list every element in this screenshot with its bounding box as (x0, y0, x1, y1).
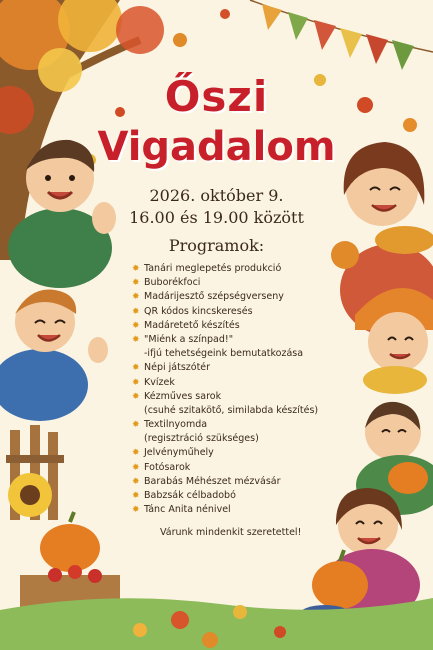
program-item (132, 319, 318, 333)
program-item-text: Textilnyomda (144, 419, 208, 431)
program-item-text: Madárijesztő szépségverseny (144, 291, 284, 303)
leaf-bullet-icon: ✸ (132, 334, 140, 345)
boy-waving-bottom (0, 290, 108, 422)
program-item-text: Babzsák célbadobó (144, 490, 236, 501)
program-item (132, 333, 318, 347)
title-line-1: Őszi (164, 72, 269, 121)
program-item-text: QR kódos kincskeresés (144, 305, 253, 317)
leaf-bullet-icon: ✸ (132, 292, 140, 303)
program-item-continuation (132, 432, 318, 446)
leaf-bullet-icon: ✸ (132, 391, 140, 402)
leaf-bullet-icon: ✸ (132, 476, 140, 487)
leaf-bullet-icon: ✸ (132, 377, 140, 388)
program-item-text: "Miénk a színpad!" (144, 333, 234, 345)
leaf-bullet-icon: ✸ (132, 363, 140, 374)
program-item-text: (regisztráció szükséges) (144, 433, 259, 445)
program-item-text: Tánc Anita nénivel (144, 504, 231, 516)
program-item (132, 290, 318, 304)
program-item (132, 390, 318, 404)
program-item-continuation (132, 347, 318, 361)
program-item (132, 475, 318, 489)
program-item-text: Népi játszótér (144, 362, 211, 374)
program-item (132, 489, 318, 503)
leaf-bullet-icon: ✸ (132, 278, 140, 289)
program-item (132, 446, 318, 460)
program-item-text: Madáretető készítés (144, 319, 240, 331)
leaf-bullet-icon: ✸ (132, 491, 140, 501)
leaf-bullet-icon: ✸ (132, 420, 140, 431)
program-list (132, 262, 318, 517)
program-item (132, 418, 318, 432)
program-item (132, 262, 318, 276)
fence-and-harvest (6, 425, 120, 615)
girl-with-hat (355, 288, 433, 394)
program-item-text: (csuhé szitakötő, similabda készítés) (144, 404, 319, 416)
program-item (132, 503, 318, 517)
programs-heading: Programok: (168, 236, 265, 255)
leaf-bullet-icon: ✸ (132, 505, 140, 516)
title-line-2: Vigadalom (97, 124, 336, 170)
event-date: 2026. október 9. (149, 186, 284, 205)
program-item-text: Tanári meglepetés produkció (144, 263, 282, 274)
leaf-bullet-icon: ✸ (132, 448, 140, 459)
program-item-continuation (132, 404, 318, 418)
bunting-flags (250, 0, 433, 70)
program-item-text: Barabás Méhészet mézvásár (144, 475, 281, 487)
leaf-bullet-icon: ✸ (132, 306, 140, 317)
program-item (132, 361, 318, 375)
welcome-message: Várunk mindenkit szeretettel! (160, 527, 302, 538)
program-item-text: Kézműves sarok (144, 390, 222, 402)
program-item (132, 376, 318, 390)
program-item (132, 276, 318, 290)
program-item-text: Fotósarok (144, 461, 191, 473)
leaf-bullet-icon: ✸ (132, 462, 140, 473)
program-item (132, 305, 318, 319)
event-time: 16.00 és 19.00 között (129, 208, 304, 227)
leaf-bullet-icon: ✸ (132, 320, 140, 331)
program-item-text: Jelvényműhely (144, 447, 214, 459)
leaf-bullet-icon: ✸ (132, 264, 140, 274)
program-item-text: Kvízek (144, 376, 175, 388)
program-item-text: -ifjú tehetségeink bemutatkozása (144, 348, 304, 360)
program-item (132, 461, 318, 475)
program-item-text: Buborékfoci (144, 277, 201, 289)
